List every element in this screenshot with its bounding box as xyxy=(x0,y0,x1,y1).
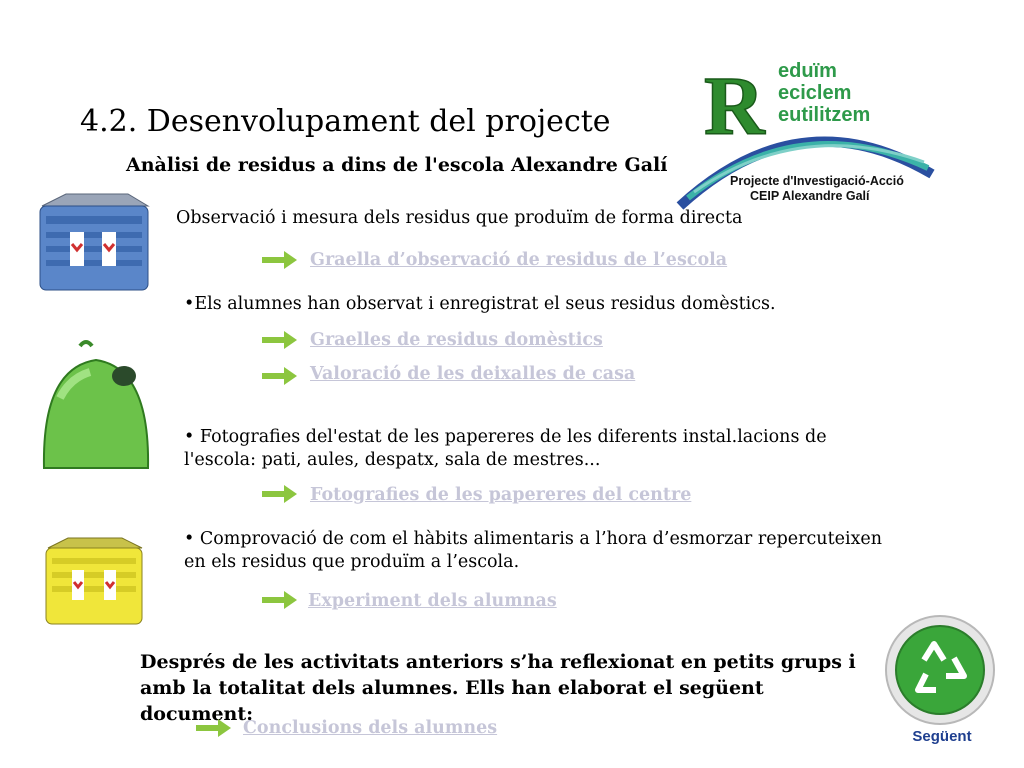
link-fotografies-papereres[interactable]: Fotografies de les papereres del centre xyxy=(310,485,692,505)
conclusion-text: Després de les activitats anteriors s’ha reflexionat en petits grups i amb la totalitat dels alumnes. Ells han elaborat el següent document: xyxy=(140,651,856,725)
link-graella-observacio[interactable]: Graella d’observació de residus de l’escola xyxy=(310,250,728,270)
arrow-right-icon xyxy=(262,366,298,386)
blue-bin-image xyxy=(36,192,152,296)
section-2-text: •Els alumnes han observat i enregistrat el seus residus domèstics. xyxy=(184,294,776,314)
section-4-text: • Comprovació de com el hàbits alimentaris a l’hora d’esmorzar repercuteixen en els residus que produïm a l’escola. xyxy=(184,529,883,572)
link-graelles-domestics[interactable]: Graelles de residus domèstics xyxy=(310,330,603,350)
link-conclusions-alumnes[interactable]: Conclusions dels alumnes xyxy=(243,718,498,738)
page-title: 4.2. Desenvolupament del projecte xyxy=(80,104,611,139)
next-button-label: Següent xyxy=(912,728,972,745)
arrow-right-icon xyxy=(262,330,298,350)
arrow-right-icon xyxy=(196,718,232,738)
link-experiment-alumnas[interactable]: Experiment dels alumnas xyxy=(308,591,557,611)
logo-letter: R xyxy=(704,60,765,153)
page-subtitle: Anàlisi de residus a dins de l'escola Alexandre Galí xyxy=(126,154,668,176)
logo-word: eduïm xyxy=(778,60,837,82)
logo-caption: Projecte d'Investigació-Acció xyxy=(730,174,904,188)
logo-word: eciclem xyxy=(778,82,852,104)
link-valoracio-deixalles[interactable]: Valoració de les deixalles de casa xyxy=(310,364,636,384)
next-button[interactable] xyxy=(884,614,1000,750)
section-3-text: • Fotografies del'estat de les papereres de les diferents instal.lacions de l'escola: pati, aules, despatx, sala de mestres... xyxy=(184,427,827,470)
logo-word: eutilitzem xyxy=(778,104,871,126)
arrow-right-icon xyxy=(262,484,298,504)
section-1-text: Observació i mesura dels residus que produïm de forma directa xyxy=(176,208,743,228)
project-logo xyxy=(670,56,940,216)
arrow-right-icon xyxy=(262,590,298,610)
logo-caption: CEIP Alexandre Galí xyxy=(750,189,870,203)
recycle-icon xyxy=(884,614,1000,726)
green-igloo-bin-image xyxy=(40,338,152,476)
yellow-bin-image xyxy=(42,536,146,630)
arrow-right-icon xyxy=(262,250,298,270)
